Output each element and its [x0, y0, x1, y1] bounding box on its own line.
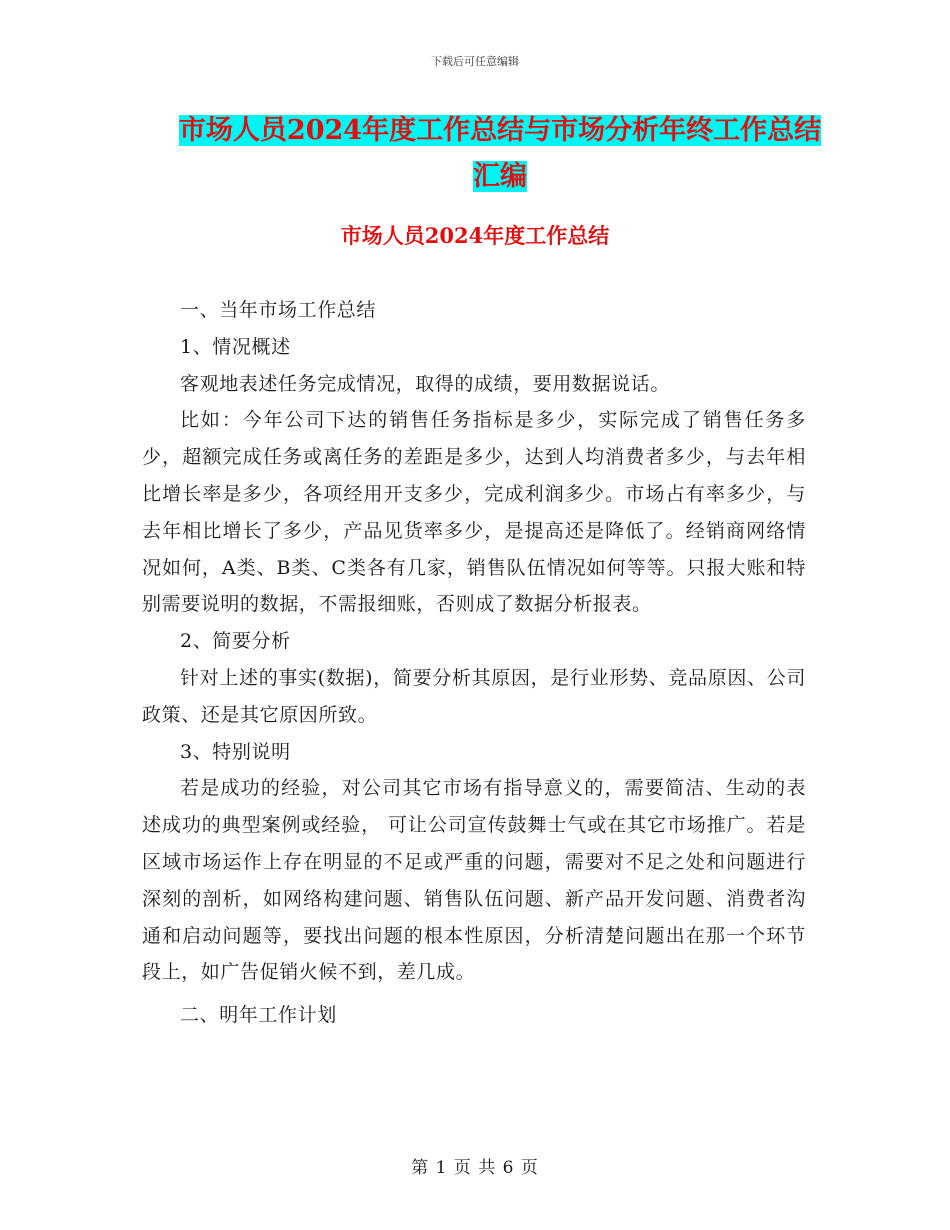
- document-body: [142, 292, 806, 1034]
- paragraph: 客观地表述任务完成情况，取得的成绩，要用数据说话。: [180, 372, 671, 395]
- paragraph-heading-1: 一、当年市场工作总结: [180, 299, 377, 321]
- document-title: [120, 108, 880, 200]
- paragraph: 若是成功的经验，对公司其它市场有指导意义的，需要简洁、生动的表述成功的典型案例或经验， 可让公司宣传鼓舞士气或在其它市场推广。若是区域市场运作上存在明显的不足或严重的问题，需要对不足之处和问题进行深刻的剖析，如网络构建问题、销售队伍问题、新产品开发问题、消费者沟通和启动问题等，要找出问题的根本性原因，分析清楚问题出在那一个环节段上，如广告促销火候不到，差几成。: [142, 777, 806, 984]
- paragraph: 比如：今年公司下达的销售任务指标是多少，实际完成了销售任务多少，超额完成任务或离任务的差距是多少，达到人均消费者多少，与去年相比增长率是多少，各项经用开支多少，完成利润多少。市场占有率多少，与去年相比增长了多少，产品见货率多少，是提高还是降低了。经销商网络情况如何，A类、B类、C类各有几家，销售队伍情况如何等等。只报大账和特别需要说明的数据，不需报细账，否则成了数据分析报表。: [142, 409, 806, 616]
- paragraph: 针对上述的事实(数据)，简要分析其原因，是行业形势、竞品原因、公司政策、还是其它原因所致。: [142, 666, 806, 726]
- paragraph-subheading-3: 3、特别说明: [180, 740, 291, 763]
- document-title-line-2: 汇编: [473, 161, 527, 192]
- header-note: 下载后可任意编辑: [431, 55, 519, 68]
- section-title: 市场人员2024年度工作总结: [340, 223, 610, 248]
- paragraph-subheading-1: 1、情况概述: [180, 335, 291, 358]
- paragraph-heading-2: 二、明年工作计划: [180, 1004, 337, 1027]
- page-number: 第 1 页 共 6 页: [411, 1158, 539, 1178]
- paragraph-subheading-2: 2、简要分析: [180, 630, 291, 653]
- document-title-line-1: 市场人员2024年度工作总结与市场分析年终工作总结: [178, 115, 822, 146]
